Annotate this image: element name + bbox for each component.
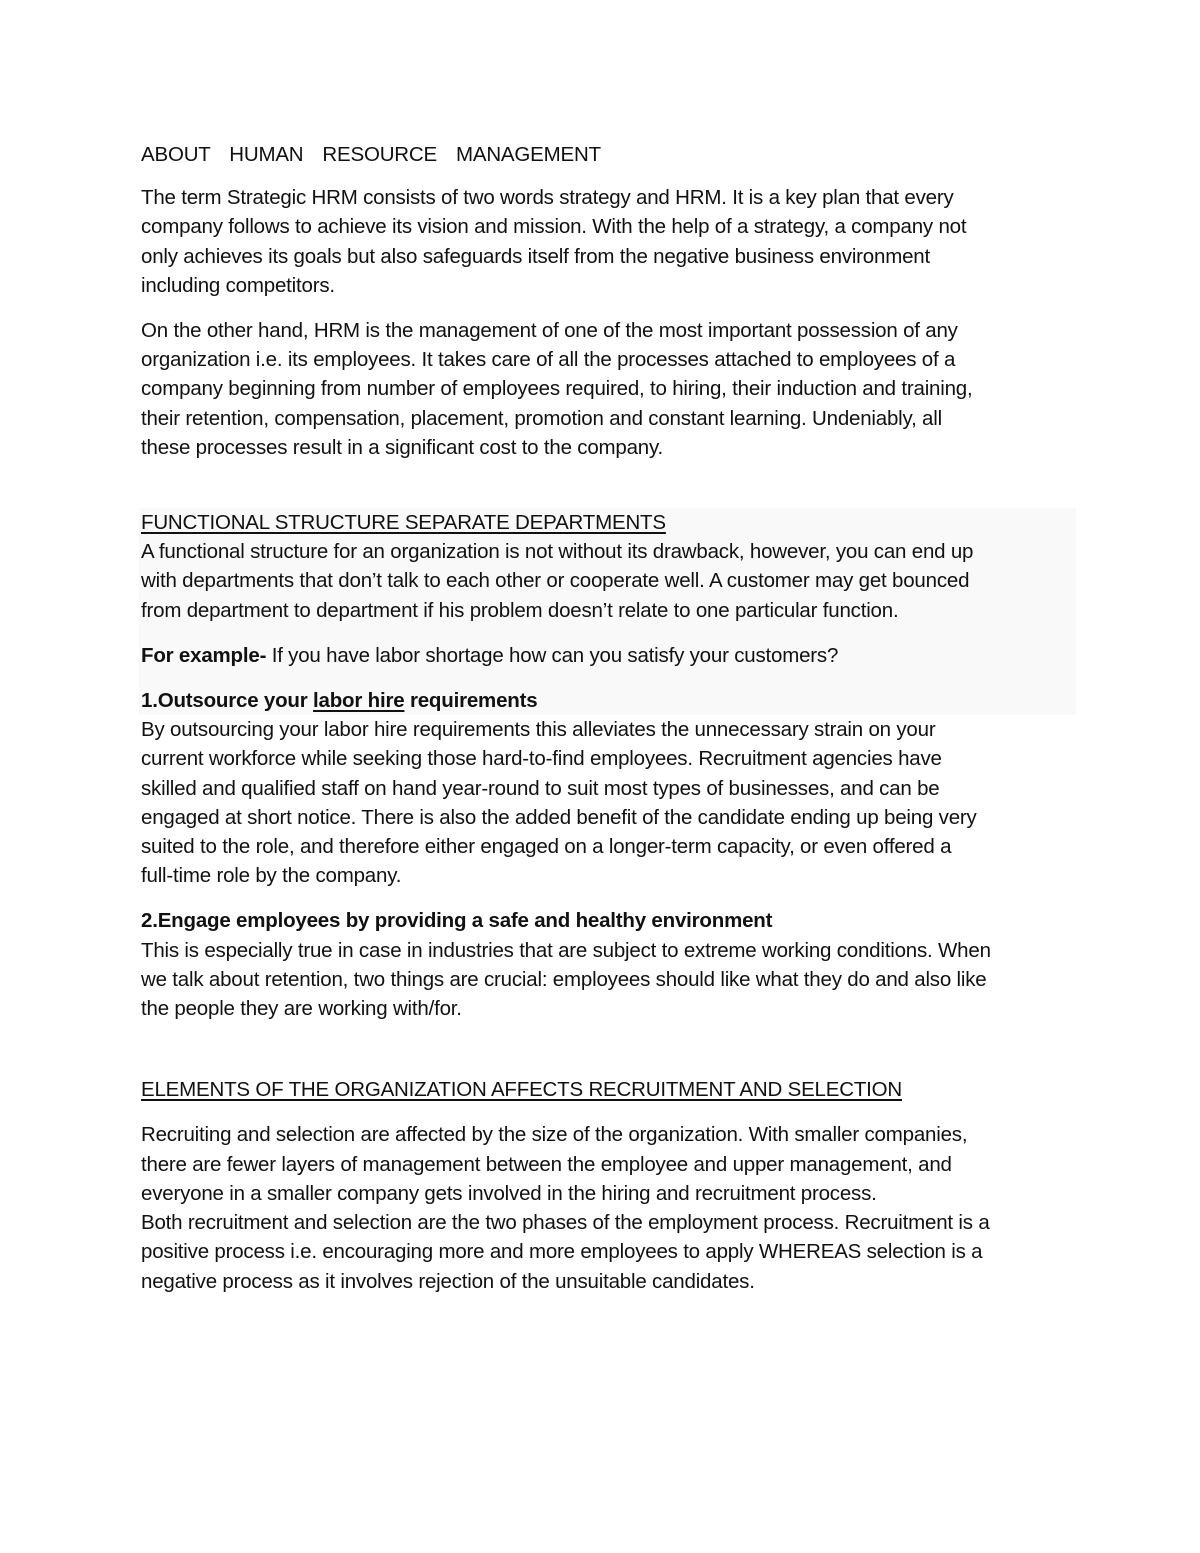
- text-line: their retention, compensation, placement, promotion and constant learning. Undeniably, all: [141, 406, 942, 430]
- example-line: [141, 641, 1066, 670]
- text-line: This is especially true in case in industries that are subject to extreme working conditions. When: [141, 938, 991, 962]
- text-line: On the other hand, HRM is the management of one of the most important possession of any: [141, 319, 958, 343]
- text-line: there are fewer layers of management between the employee and upper management, and: [141, 1152, 952, 1176]
- text-line: with departments that don’t talk to each other or cooperate well. A customer may get bounced: [141, 569, 970, 593]
- point1-suffix: requirements: [404, 689, 538, 713]
- text-line: including competitors.: [141, 273, 335, 297]
- text-line: company beginning from number of employees required, to hiring, their induction and training,: [141, 377, 973, 401]
- text-line: A functional structure for an organization is not without its drawback, however, you can end up: [141, 540, 974, 564]
- text-line: everyone in a smaller company gets involved in the hiring and recruitment process.: [141, 1181, 877, 1205]
- point2-title: 2.Engage employees by providing a safe and healthy environment: [141, 909, 773, 933]
- paragraph-strategic-hrm: [141, 183, 1066, 300]
- shaded-block-functional-structure: [139, 508, 1076, 715]
- paragraph-engage: [141, 936, 1066, 1024]
- point1-title: [141, 686, 1066, 715]
- paragraph-recruitment: [141, 1120, 1066, 1295]
- heading-about-hrm-text: ABOUT HUMAN RESOURCE MANAGEMENT: [141, 143, 601, 166]
- text-line: engaged at short notice. There is also the added benefit of the candidate ending up being very: [141, 805, 977, 829]
- text-line: The term Strategic HRM consists of two words strategy and HRM. It is a key plan that every: [141, 186, 954, 210]
- text-line: suited to the role, and therefore either engaged on a longer-term capacity, or even offered a: [141, 835, 952, 859]
- text-line: Both recruitment and selection are the two phases of the employment process. Recruitment is a: [141, 1211, 990, 1235]
- text-line: negative process as it involves rejection of the unsuitable candidates.: [141, 1269, 755, 1293]
- paragraph-hrm-management: [141, 316, 1066, 462]
- text-line: from department to department if his problem doesn’t relate to one particular function.: [141, 598, 899, 622]
- document-body: [141, 140, 1066, 1296]
- example-text: If you have labor shortage how can you satisfy your customers?: [266, 643, 839, 667]
- text-line: full-time role by the company.: [141, 864, 402, 888]
- text-line: skilled and qualified staff on hand year-round to suit most types of businesses, and can be: [141, 776, 940, 800]
- text-line: the people they are working with/for.: [141, 997, 462, 1021]
- labor-hire-link[interactable]: labor hire: [313, 689, 405, 713]
- text-line: By outsourcing your labor hire requirements this alleviates the unnecessary strain on your: [141, 718, 936, 742]
- heading-functional-structure: FUNCTIONAL STRUCTURE SEPARATE DEPARTMENTS: [141, 511, 666, 535]
- text-line: only achieves its goals but also safeguards itself from the negative business environment: [141, 244, 930, 268]
- text-line: organization i.e. its employees. It takes care of all the processes attached to employees of a: [141, 348, 956, 372]
- text-line: these processes result in a significant cost to the company.: [141, 435, 664, 459]
- paragraph-outsource: [141, 715, 1066, 890]
- text-line: Recruiting and selection are affected by the size of the organization. With smaller companies,: [141, 1123, 968, 1147]
- heading-about-hrm: [141, 140, 1066, 169]
- text-line: current workforce while seeking those hard-to-find employees. Recruitment agencies have: [141, 747, 942, 771]
- paragraph-functional-structure: [141, 537, 1066, 625]
- text-line: we talk about retention, two things are crucial: employees should like what they do and also like: [141, 967, 987, 991]
- heading-elements-organization: ELEMENTS OF THE ORGANIZATION AFFECTS RECRUITMENT AND SELECTION: [141, 1078, 902, 1102]
- point1-prefix: 1.Outsource your: [141, 689, 314, 713]
- example-label: For example-: [141, 643, 267, 667]
- text-line: company follows to achieve its vision and mission. With the help of a strategy, a company not: [141, 215, 967, 239]
- text-line: positive process i.e. encouraging more and more employees to apply WHEREAS selection is a: [141, 1240, 983, 1264]
